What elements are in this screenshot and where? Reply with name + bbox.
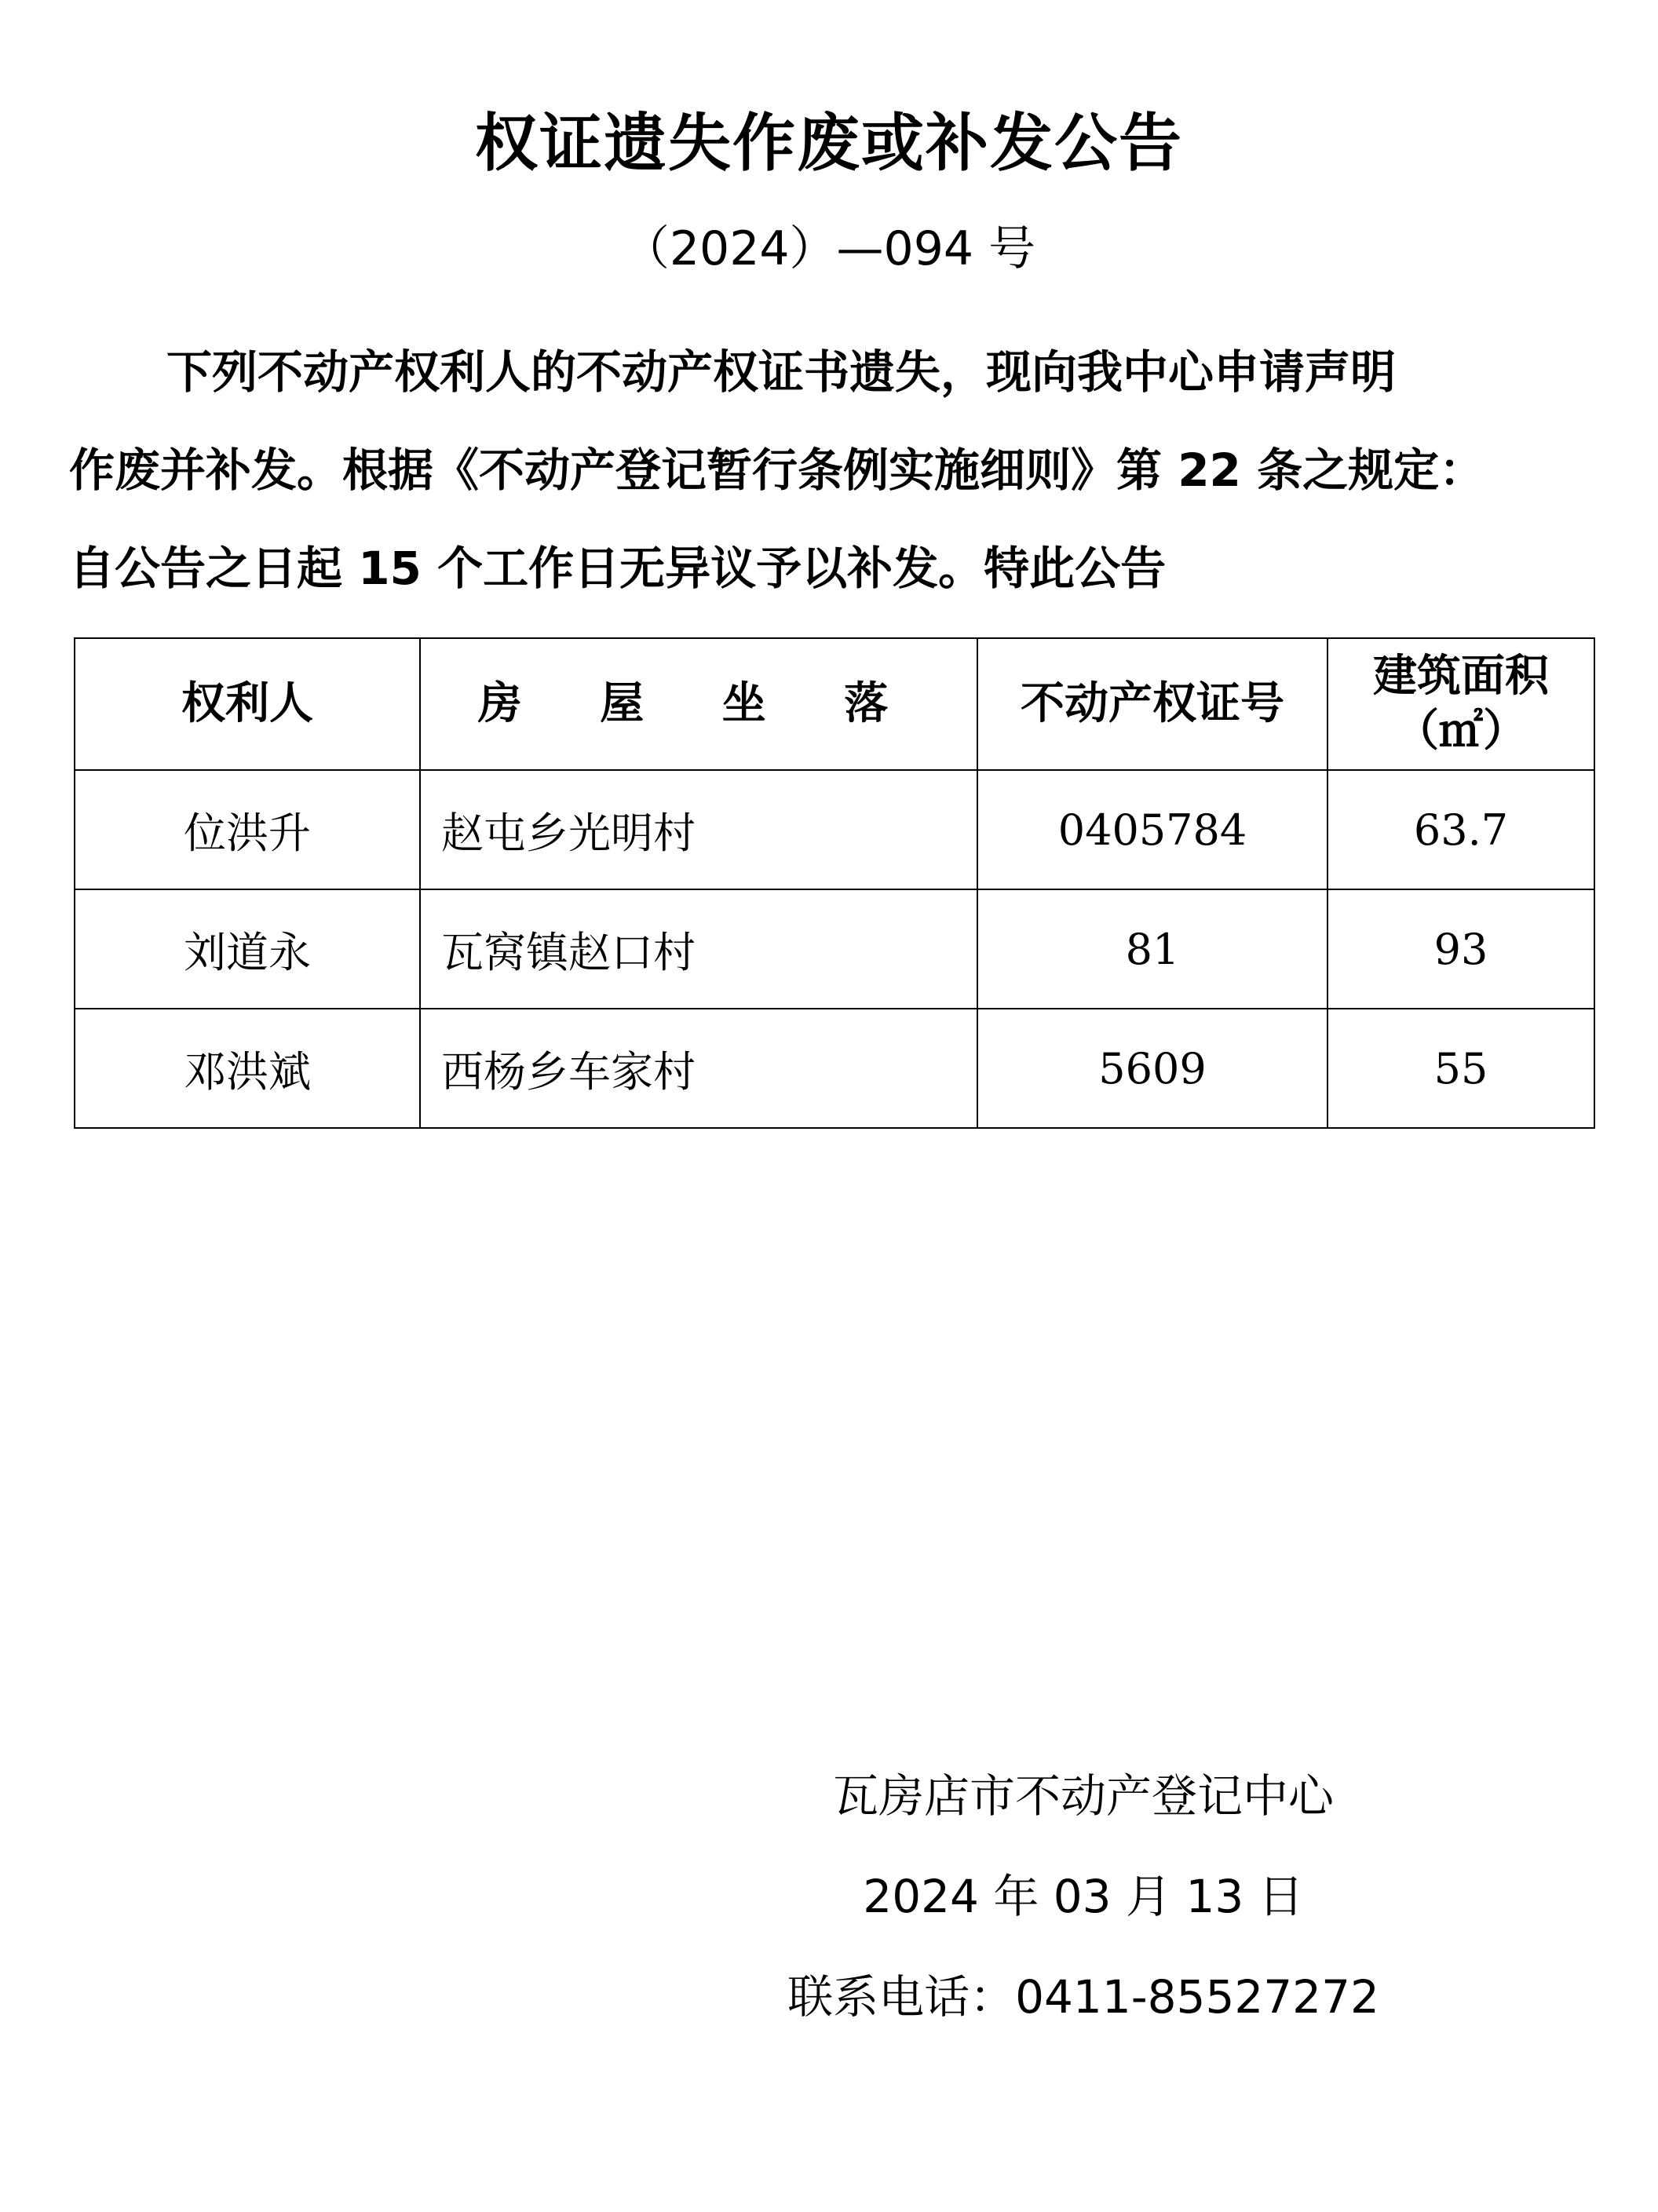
header-owner: 权利人	[75, 638, 420, 770]
header-cert-no: 不动产权证号	[977, 638, 1327, 770]
cell-cert-no: 81	[977, 889, 1327, 1009]
certificate-table-container	[74, 637, 1595, 1129]
table-row	[75, 889, 1594, 1009]
cell-cert-no: 0405784	[977, 770, 1327, 889]
cell-owner: 邓洪斌	[75, 1009, 420, 1128]
certificate-table	[74, 637, 1595, 1129]
document-number: （2024）—094 号	[622, 221, 1036, 276]
cell-area: 63.7	[1327, 770, 1594, 889]
header-area-unit: （㎡）	[1395, 706, 1527, 757]
paragraph-line: 下列不动产权利人的不动产权证书遗失，现向我中心申请声明	[166, 345, 1397, 399]
paragraph-line: 自公告之日起 15 个工作日无异议予以补发。特此公告	[69, 542, 1167, 595]
header-location: 房 屋 坐 落	[420, 638, 977, 770]
cell-area: 55	[1327, 1009, 1594, 1128]
table-row	[75, 1009, 1594, 1128]
document-title: 权证遗失作废或补发公告	[475, 107, 1183, 180]
cell-location: 西杨乡车家村	[420, 1009, 977, 1128]
cell-owner: 位洪升	[75, 770, 420, 889]
header-area-label: 建筑面积	[1373, 651, 1549, 702]
cell-location: 瓦窝镇赵口村	[420, 889, 977, 1009]
notice-paragraph	[69, 323, 1608, 618]
table-header-row	[75, 638, 1594, 770]
cell-area: 93	[1327, 889, 1594, 1009]
paragraph-line: 作废并补发。根据《不动产登记暂行条例实施细则》第 22 条之规定：	[69, 443, 1485, 497]
issue-date: 2024 年 03 月 13 日	[863, 1870, 1304, 1923]
header-area	[1327, 638, 1594, 770]
contact-phone: 联系电话：0411-85527272	[787, 1970, 1379, 2024]
cell-cert-no: 5609	[977, 1009, 1327, 1128]
cell-owner: 刘道永	[75, 889, 420, 1009]
issuing-organization: 瓦房店市不动产登记中心	[832, 1769, 1334, 1823]
table-row	[75, 770, 1594, 889]
cell-location: 赵屯乡光明村	[420, 770, 977, 889]
